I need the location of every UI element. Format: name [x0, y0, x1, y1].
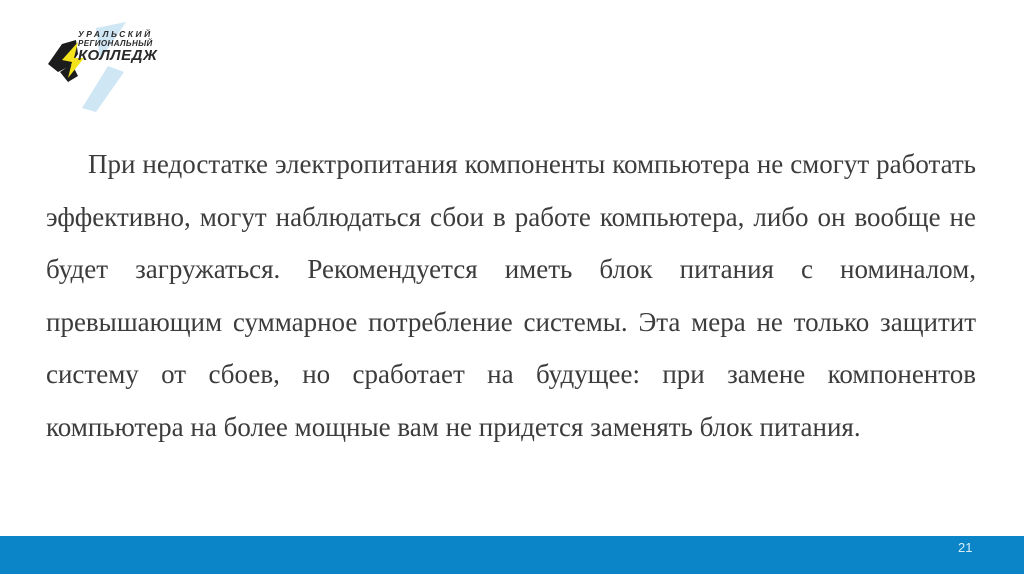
- logo-text-line-1: УРАЛЬСКИЙ: [78, 29, 153, 39]
- logo-text-line-2: РЕГИОНАЛЬНЫЙ: [78, 39, 153, 48]
- logo-text-line-3: КОЛЛЕДЖ: [78, 47, 158, 64]
- page-number: 21: [958, 540, 973, 555]
- slide-body-paragraph: При недостатке электропитания компоненты компьютера не смогут работать эффективно, могут наблюдаться сбои в работе компьютера, либо он вообще не будет загружаться. Рекомендуется иметь блок питания с номиналом, превышающим суммарное потребление системы. Эта мера не только защитит систему от сбоев, но сработает на будущее: при замене компонентов компьютера на более мощные вам не придется заменять блок питания.: [46, 149, 976, 442]
- college-logo: [38, 20, 178, 112]
- footer-bar: [0, 536, 1024, 574]
